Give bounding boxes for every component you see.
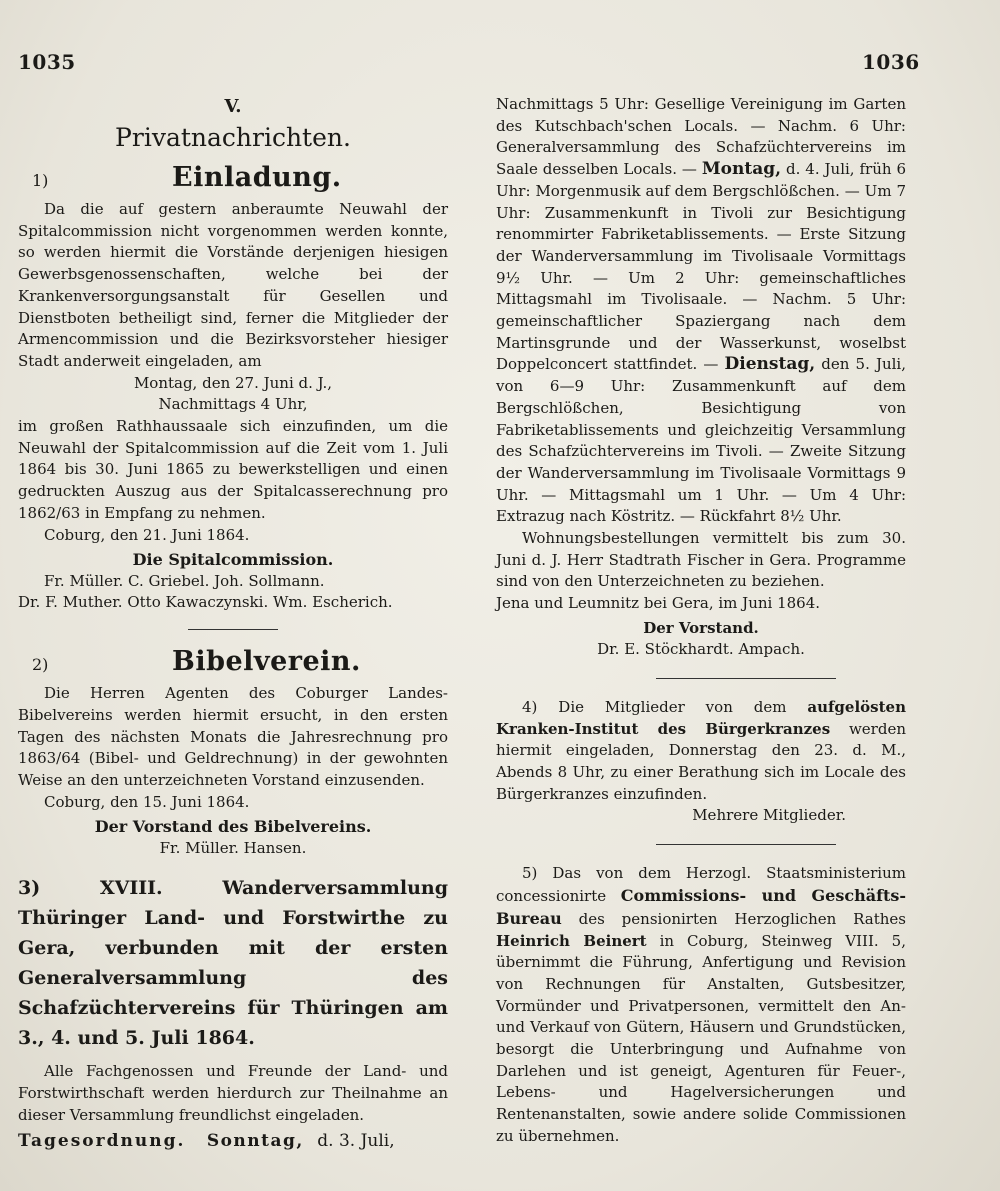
item3-agenda-line (18, 1131, 448, 1151)
divider-rule-right-1 (656, 678, 836, 679)
item3-cont-text-d: Wohnungsbestellungen vermittelt bis zum 30. Juni d. J. Herr Stadtrath Fischer in Gera. Programme sind von den Unterzeichneten zu beziehen. (496, 529, 906, 591)
divider-rule (188, 629, 278, 630)
divider-rule-right-2 (656, 844, 836, 845)
item4-lead: Die Mitglieder von dem (558, 697, 787, 716)
item5-number: 5) (522, 864, 538, 883)
item3-heading-text: XVIII. Wanderversammlung Thüringer Land- und Forstwirthe zu Gera, verbunden mit der ersten Generalversammlung des Schafzüchtervereins für Thüringen am 3., 4. und 5. Juli 1864. (18, 877, 448, 1050)
section-roman-numeral: V. (224, 96, 242, 117)
item1-names-line-1: Fr. Müller. C. Griebel. Joh. Sollmann. (44, 572, 325, 591)
section-title: Privatnachrichten. (115, 123, 351, 152)
item1-date-line: Montag, den 27. Juni d. J., (133, 373, 333, 392)
item3-agenda-day: Sonntag, (206, 1130, 304, 1151)
item3-cont-place-date: Jena und Leumnitz bei Gera, im Juni 1864. (496, 594, 821, 613)
item2-signature: Der Vorstand des Bibelvereins. (94, 817, 372, 837)
item3-agenda-rest: d. 3. Juli, (317, 1130, 395, 1151)
item2-place-date: Coburg, den 15. Juni 1864. (44, 792, 250, 811)
item2-heading-row (18, 646, 448, 677)
item1-body-2: im großen Rathhaussaale sich einzufinden, um die Neuwahl der Spitalcommission auf die Zeit vom 1. Juli 1864 bis 30. Juni 1865 zu bewerkstelligen und einen gedruckten Auszug aus der Spitalcasserechnung pro 1862/63 in Empfang zu nehmen. (18, 417, 448, 522)
item5-lead: Das von dem Herzogl. Staatsministerium concessionirte (496, 864, 906, 906)
right-column (496, 94, 906, 1148)
item3-continued (496, 94, 906, 528)
item2-number: 2) (32, 655, 49, 675)
item3-cont-montag: Montag, (701, 159, 782, 180)
item2-body: Die Herren Agenten des Coburger Landes-Bibelvereins werden hiermit ersucht, in den ersten Tagen des nächsten Monats die Jahresrechnung pro 1863/64 (Bibel- und Geldrechnung) in der gewohnten Weise an den unterzeichneten Vorstand einzusenden. (18, 684, 448, 790)
item1-heading-row (18, 162, 448, 193)
item4-bold: aufgelösten Kranken-Institut des Bürgerkranzes (496, 697, 906, 738)
left-column (18, 94, 448, 1151)
item1-time-line: Nachmittags 4 Uhr, (158, 395, 308, 414)
item4-signature: Mehrere Mitglieder. (692, 806, 846, 825)
item3-body: Alle Fachgenossen und Freunde der Land- und Forstwirthschaft werden hierdurch zur Theilnahme an dieser Versammlung freundlichst eingeladen. (18, 1062, 448, 1124)
item3-cont-text-a: Nachmittags 5 Uhr: Gesellige Vereinigung im Garten des Kutschbach'schen Locals. — Nachm. 6 Uhr: Generalversammlung des Schafzüchtervereins im Saale desselben Locals. — (496, 95, 906, 179)
item3-cont-dienstag: Dienstag, (724, 354, 816, 375)
item5-body: in Coburg, Steinweg VIII. 5, übernimmt die Führung, Anfertigung und Revision von Rechnungen für Anstalten, Gutsbesitzer, Vormünder und Privatpersonen, vermittelt den An- und Verkauf von Gütern, Häusern und Grundstücken, besorgt die Unterbringung und Aufnahme von Darlehen und ist geneigt, Agenturen für Feuer-, Lebens- und Hagelversicherungen und Rentenanstalten, sowie andere solide Commissionen zu übernehmen. (496, 931, 906, 1145)
item5-bold-2: Heinrich Beinert (496, 931, 647, 950)
item2-names: Fr. Müller. Hansen. (159, 839, 307, 858)
item1-signature: Die Spitalcommission. (132, 550, 334, 570)
item3-cont-text-c: den 5. Juli, von 6—9 Uhr: Zusammenkunft auf dem Bergschlößchen, Besichtigung von Fabriketablissements und gleichzeitig Versammlung des Schafzüchtervereins im Tivoli. — Zweite Sitzung der Wanderversammlung im Tivolisaale Vormittags 9 Uhr. — Mittagsmahl um 1 Uhr. — Um 4 Uhr: Extrazug nach Köstritz. — Rückfahrt 8½ Uhr. (496, 355, 906, 526)
item3-cont-text-b: d. 4. Juli, früh 6 Uhr: Morgenmusik auf dem Bergschlößchen. — Um 7 Uhr: Zusammenkunft in Tivoli zur Besichtigung renommirter Fabriketablissements. — Erste Sitzung der Wanderversammlung im Tivolisaale Vormittags 9½ Uhr. — Um 2 Uhr: gemeinschaftliches Mittagsmahl im Tivolisaale. — Nachm. 5 Uhr: gemeinschaftlicher Spaziergang nach dem Martinsgrunde und der Wasserkunst, woselbst Doppelconcert stattfindet. — (496, 160, 906, 374)
item4-number: 4) (522, 697, 538, 716)
item1-body: Da die auf gestern anberaumte Neuwahl der Spitalcommission nicht vorgenommen werden konnte, so werden hiermit die Vorstände derjenigen hiesigen Gewerbsgenossenschaften, welche bei der Krankenversorgungsanstalt für Gesellen und Dienstboten betheiligt sind, ferner die Mitglieder der Armencommission und die Bezirksvorsteher hiesiger Stadt anderweit eingeladen, am (18, 200, 448, 370)
item1-names-line-2: Dr. F. Muther. Otto Kawaczynski. Wm. Escherich. (18, 593, 393, 612)
item2-heading: Bibelverein. (172, 646, 361, 678)
item5-bold-1: Commissions- und Geschäfts-Bureau (496, 886, 906, 928)
item1-place-date: Coburg, den 21. Juni 1864. (44, 525, 250, 544)
item1-heading: Einladung. (172, 162, 342, 193)
item3-cont-signature: Der Vorstand. (643, 618, 759, 637)
item5-paragraph (496, 863, 906, 1147)
item3-agenda-label: Tagesordnung. (18, 1130, 186, 1151)
item1-number: 1) (32, 171, 49, 190)
page-number-right: 1036 (862, 50, 920, 74)
page-number-left: 1035 (18, 50, 76, 74)
item3-cont-names: Dr. E. Stöckhardt. Ampach. (597, 639, 805, 658)
item5-mid: des pensionirten Herzoglichen Rathes (578, 909, 906, 928)
item4-paragraph (496, 697, 906, 806)
item4-body: werden hiermit eingeladen, Donnerstag den 23. d. M., Abends 8 Uhr, zu einer Berathung sich im Locale des Bürgerkranzes einzufinden. (496, 719, 906, 803)
item3-heading (18, 873, 448, 1053)
item3-number: 3) (18, 877, 41, 900)
